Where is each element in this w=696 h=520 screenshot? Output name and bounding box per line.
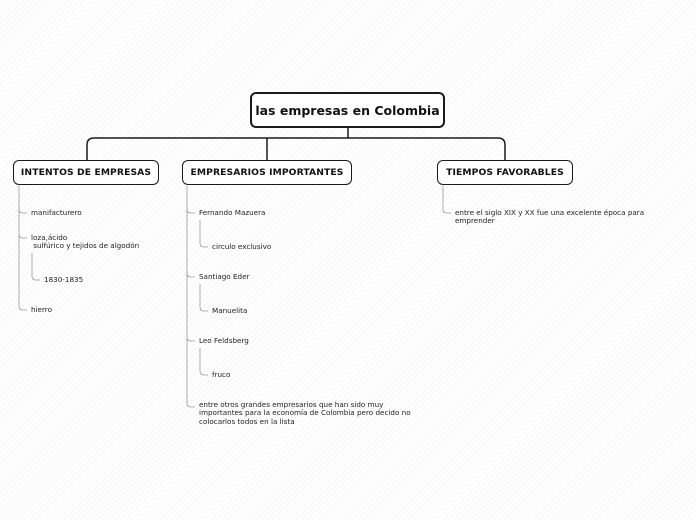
branch-tiempos-favorables[interactable]: TIEMPOS FAVORABLES bbox=[437, 160, 573, 185]
topic-fernando-mazuera[interactable]: Fernando Mazuera bbox=[199, 208, 266, 217]
subtopic-circulo-exclusivo[interactable]: circulo exclusivo bbox=[212, 242, 272, 251]
branch-intentos-de-empresas[interactable]: INTENTOS DE EMPRESAS bbox=[13, 160, 159, 185]
topic-siglo-xix-xx[interactable]: entre el siglo XIX y XX fue una excelente época para emprender bbox=[455, 208, 645, 226]
topic-hierro[interactable]: hierro bbox=[31, 305, 52, 314]
topic-santiago-eder[interactable]: Santiago Eder bbox=[199, 272, 250, 281]
subtopic-manuelita[interactable]: Manuelita bbox=[212, 306, 248, 315]
branch-empresarios-importantes[interactable]: EMPRESARIOS IMPORTANTES bbox=[182, 160, 352, 185]
topic-manifacturero[interactable]: manifacturero bbox=[31, 208, 82, 217]
subtopic-1830-1835[interactable]: 1830-1835 bbox=[44, 275, 84, 284]
topic-loza-acido[interactable]: loza,ácido sulfúrico y tejidos de algodón bbox=[31, 233, 140, 251]
topic-leo-feldsberg[interactable]: Leo Feldsberg bbox=[199, 336, 249, 345]
subtopic-fruco[interactable]: fruco bbox=[212, 370, 231, 379]
topic-otros-empresarios[interactable]: entre otros grandes empresarios que han sido muy importantes para la economía de Colombia pero decido no colocarlos todos en la lista bbox=[199, 400, 411, 426]
central-topic[interactable]: las empresas en Colombia bbox=[250, 92, 445, 128]
